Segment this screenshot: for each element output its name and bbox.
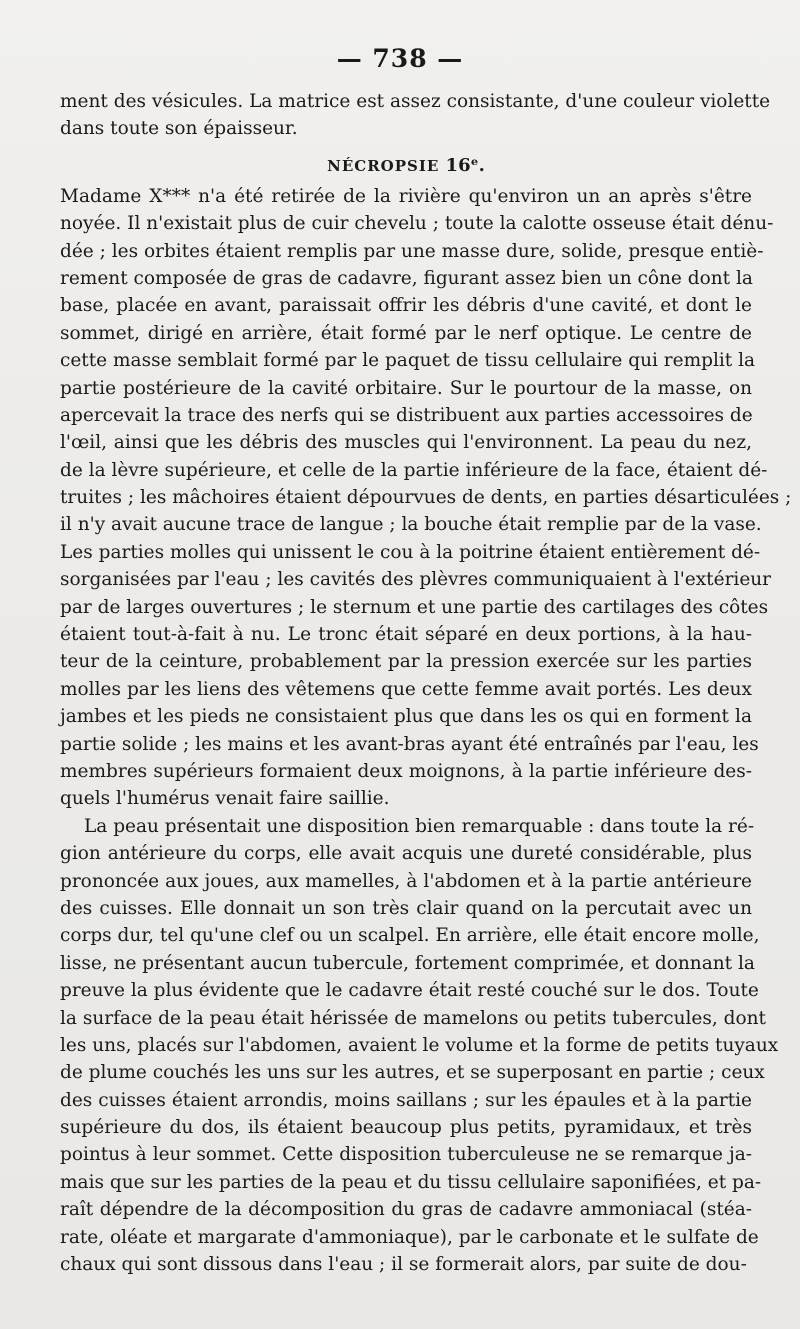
text-line: partie postérieure de la cavité orbitaire. Sur le pourtour de la masse, on — [60, 377, 752, 399]
text-line: supérieure du dos, ils étaient beaucoup plus petits, pyramidaux, et très — [60, 1117, 752, 1139]
text-line: la surface de la peau était hérissée de mamelons ou petits tubercules, dont — [60, 1007, 766, 1029]
text-line: membres supérieurs formaient deux moignons, à la partie inférieure des- — [60, 760, 752, 782]
text-line: truites ; les mâchoires étaient dépourvues de dents, en parties désarticulées ; — [60, 487, 792, 509]
text-line: dans toute son épaisseur. — [60, 118, 298, 140]
text-line: des cuisses. Elle donnait un son très clair quand on la percutait avec un — [60, 897, 752, 919]
text-line: il n'y avait aucune trace de langue ; la bouche était remplie par de la vase. — [60, 514, 762, 536]
text-line: teur de la ceinture, probablement par la pression exercée sur les parties — [60, 651, 752, 673]
text-line: étaient tout-à-fait à nu. Le tronc était séparé en deux portions, à la hau- — [60, 624, 752, 646]
text-line: corps dur, tel qu'une clef ou un scalpel. En arrière, elle était encore molle, — [60, 925, 760, 947]
text-line: pointus à leur sommet. Cette disposition tuberculeuse ne se remarque ja- — [60, 1144, 752, 1166]
text-line: La peau présentait une disposition bien remarquable : dans toute la ré- — [84, 815, 755, 837]
text-line: rate, oléate et margarate d'ammoniaque), par le carbonate et le sulfate de — [60, 1226, 759, 1248]
text-line: de plume couchés les uns sur les autres, et se superposant en partie ; ceux — [60, 1062, 765, 1084]
text-line: prononcée aux joues, aux mamelles, à l'abdomen et à la partie antérieure — [60, 870, 752, 892]
text-line: ment des vésicules. La matrice est assez consistante, d'une couleur violette — [60, 91, 771, 112]
intro-paragraph — [60, 88, 771, 143]
text-line: molles par les liens des vêtemens que cette femme avait portés. Les deux — [60, 678, 752, 700]
text-line: Madame X*** n'a été retirée de la rivière qu'environ un an après s'être — [60, 185, 752, 207]
text-line: apercevait la trace des nerfs qui se distribuent aux parties accessoires de — [60, 404, 753, 426]
paragraph-2 — [60, 813, 779, 1279]
paragraph-1 — [60, 183, 792, 813]
text-line: gion antérieure du corps, elle avait acquis une dureté considérable, plus — [60, 843, 752, 865]
text-line: par de larges ouvertures ; le sternum et une partie des cartilages des côtes — [60, 596, 769, 618]
heading-number: 16ᵉ. — [445, 154, 485, 176]
text-line: preuve la plus évidente que le cadavre était resté couché sur le dos. Toute — [60, 980, 759, 1002]
text-line: des cuisses étaient arrondis, moins saillans ; sur les épaules et à la partie — [60, 1089, 752, 1111]
text-line: jambes et les pieds ne consistaient plus que dans les os qui en forment la — [60, 706, 752, 728]
text-line: quels l'humérus venait faire saillie. — [60, 788, 390, 810]
text-line: cette masse semblait formé par le paquet de tissu cellulaire qui remplit la — [60, 350, 756, 372]
text-line: sommet, dirigé en arrière, était formé par le nerf optique. Le centre de — [60, 322, 752, 344]
text-line: base, placée en avant, paraissait offrir les débris d'une cavité, et dont le — [60, 295, 752, 317]
text-line: rement composée de gras de cadavre, figurant assez bien un cône dont la — [60, 267, 753, 289]
text-line: Les parties molles qui unissent le cou à la poitrine étaient entièrement dé- — [60, 541, 761, 563]
text-line: chaux qui sont dissous dans l'eau ; il se formerait alors, par suite de dou- — [60, 1254, 747, 1276]
text-line: partie solide ; les mains et les avant-bras ayant été entraînés par l'eau, les — [60, 733, 759, 755]
page-number: — 738 — — [336, 44, 464, 73]
section-heading — [60, 143, 752, 183]
text-line: sorganisées par l'eau ; les cavités des plèvres communiquaient à l'extérieur — [60, 569, 772, 591]
text-line: dée ; les orbites étaient remplis par une masse dure, solide, presque entiè- — [60, 240, 764, 262]
body-text — [60, 88, 792, 1278]
text-line: lisse, ne présentant aucun tubercule, fortement comprimée, et donnant la — [60, 952, 755, 974]
text-line: noyée. Il n'existait plus de cuir chevelu ; toute la calotte osseuse était dénu- — [60, 213, 774, 235]
text-line: de la lèvre supérieure, et celle de la partie inférieure de la face, étaient dé- — [60, 459, 768, 481]
heading-prefix: NÉCROPSIE — [327, 156, 440, 175]
text-line: raît dépendre de la décomposition du gras de cadavre ammoniacal (stéa- — [60, 1199, 752, 1221]
text-line: mais que sur les parties de la peau et du tissu cellulaire saponifiées, et pa- — [60, 1171, 762, 1193]
text-line: les uns, placés sur l'abdomen, avaient le volume et la forme de petits tuyaux — [60, 1034, 779, 1056]
text-line: l'œil, ainsi que les débris des muscles qui l'environnent. La peau du nez, — [60, 432, 752, 454]
